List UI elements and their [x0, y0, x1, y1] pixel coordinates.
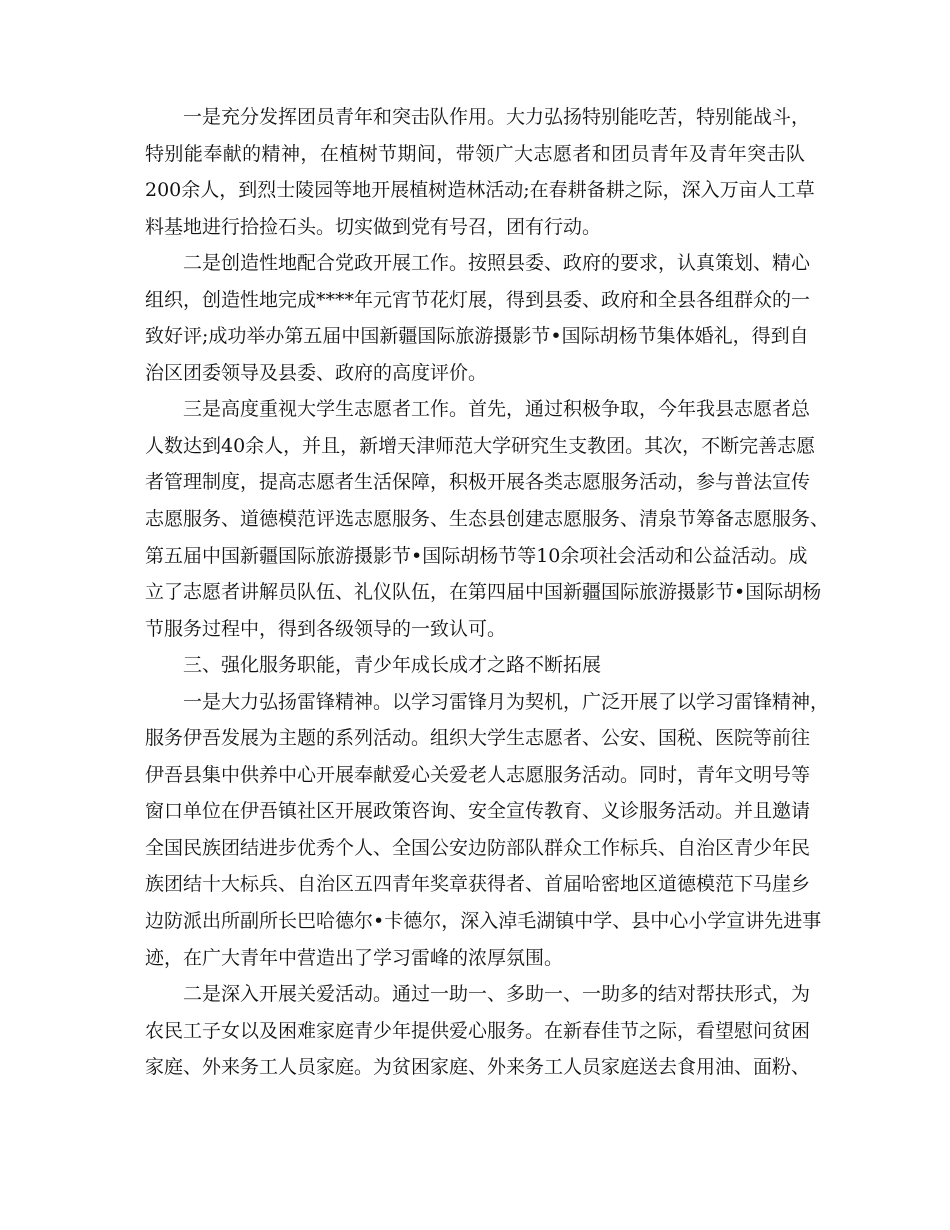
text-line: 服务伊吾发展为主题的系列活动。组织大学生志愿者、公安、国税、医院等前往 — [145, 727, 811, 750]
text-line: 三是高度重视大学生志愿者工作。首先，通过积极争取，今年我县志愿者总 — [183, 398, 811, 421]
text-line: 农民工子女以及困难家庭青少年提供爱心服务。在新春佳节之际，看望慰问贫困 — [145, 1019, 811, 1042]
text-line: 组织，创造性地完成****年元宵节花灯展，得到县委、政府和全县各组群众的一 — [145, 288, 811, 311]
text-line: 立了志愿者讲解员队伍、礼仪队伍，在第四届中国新疆国际旅游摄影节•国际胡杨 — [145, 581, 822, 604]
text-line: 200余人，到烈士陵园等地开展植树造林活动;在春耕备耕之际，深入万亩人工草 — [145, 179, 815, 202]
text-line: 二是深入开展关爱活动。通过一助一、多助一、一助多的结对帮扶形式，为 — [183, 983, 811, 1006]
text-line: 料基地进行拾捡石头。切实做到党有号召，团有行动。 — [145, 215, 602, 238]
section-heading: 三、强化服务职能，青少年成长成才之路不断拓展 — [183, 654, 602, 677]
text-line: 第五届中国新疆国际旅游摄影节•国际胡杨节等10余项社会活动和公益活动。成 — [145, 544, 808, 567]
text-line: 窗口单位在伊吾镇社区开展政策咨询、安全宣传教育、义诊服务活动。并且邀请 — [145, 800, 811, 823]
text-line: 一是充分发挥团员青年和突击队作用。大力弘扬特别能吃苦，特别能战斗， — [183, 106, 811, 128]
text-line: 迹，在广大青年中营造出了学习雷峰的浓厚氛围。 — [145, 946, 564, 969]
text-line: 者管理制度，提高志愿者生活保障，积极开展各类志愿服务活动，参与普法宣传 — [145, 471, 811, 494]
text-line: 族团结十大标兵、自治区五四青年奖章获得者、首届哈密地区道德模范下马崖乡 — [145, 873, 811, 896]
text-line: 特别能奉献的精神，在植树节期间，带领广大志愿者和团员青年及青年突击队 — [145, 142, 805, 165]
text-line: 伊吾县集中供养中心开展奉献爱心关爱老人志愿服务活动。同时，青年文明号等 — [145, 763, 811, 786]
text-line: 全国民族团结进步优秀个人、全国公安边防部队群众工作标兵、自治区青少年民 — [145, 836, 811, 859]
text-line: 致好评;成功举办第五届中国新疆国际旅游摄影节•国际胡杨节集体婚礼，得到自 — [145, 325, 809, 348]
text-line: 人数达到40余人，并且，新增天津师范大学研究生支教团。其次，不断完善志愿 — [145, 434, 816, 457]
document-body — [145, 99, 830, 1086]
text-line: 一是大力弘扬雷锋精神。以学习雷锋月为契机，广泛开展了以学习雷锋精神， — [183, 690, 830, 713]
text-line: 家庭、外来务工人员家庭。为贫困家庭、外来务工人员家庭送去食用油、面粉、 — [145, 1056, 811, 1079]
text-line: 节服务过程中，得到各级领导的一致认可。 — [145, 617, 507, 640]
text-line: 治区团委领导及县委、政府的高度评价。 — [145, 361, 488, 384]
text-line: 志愿服务、道德模范评选志愿服务、生态县创建志愿服务、清泉节筹备志愿服务、 — [145, 508, 830, 531]
text-line: 二是创造性地配合党政开展工作。按照县委、政府的要求，认真策划、精心 — [183, 252, 811, 275]
text-line: 边防派出所副所长巴哈德尔•卡德尔，深入淖毛湖镇中学、县中心小学宣讲先进事 — [145, 910, 822, 933]
